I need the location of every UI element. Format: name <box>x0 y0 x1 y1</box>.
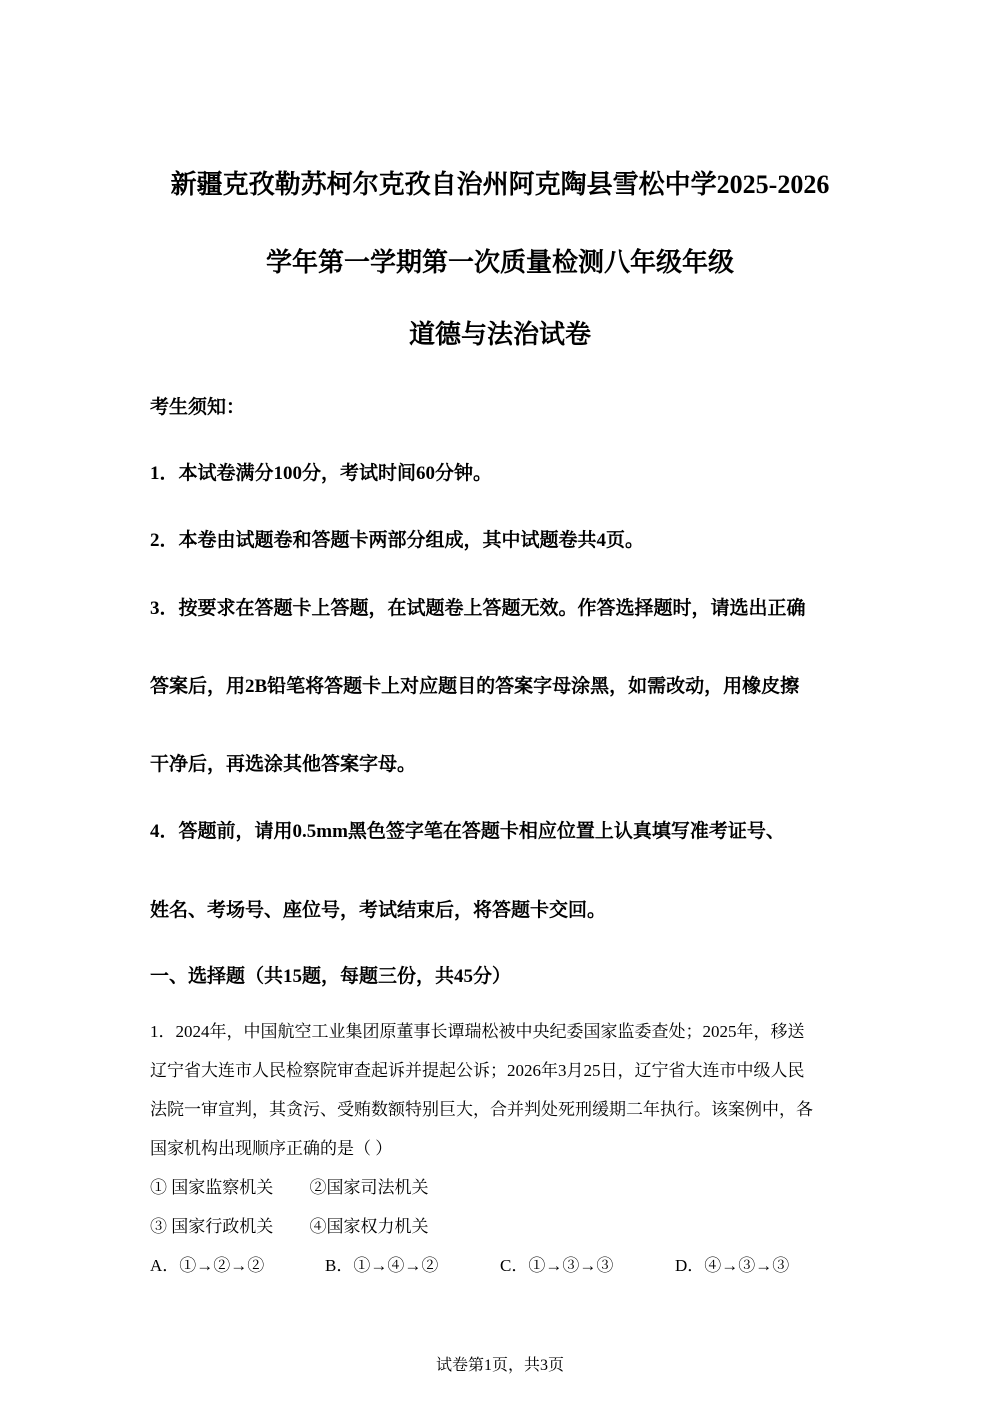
notice-item-3-line-2: 答案后，用2B铅笔将答题卡上对应题目的答案字母涂黑，如需改动，用橡皮擦 <box>150 676 800 697</box>
question-1-item-1: ① 国家监察机关 <box>150 1178 274 1197</box>
notice-item-4-line-2: 姓名、考场号、座位号，考试结束后，将答题卡交回。 <box>150 900 607 921</box>
question-1-line-4: 国家机构出现顺序正确的是（ ） <box>150 1139 393 1158</box>
question-1-items-row-1 <box>150 1176 429 1200</box>
question-1-line-1: 1．2024年，中国航空工业集团原董事长谭瑞松被中央纪委国家监委查处；2025年，移送 <box>150 1022 805 1041</box>
notice-item-2: 2．本卷由试题卷和答题卡两部分组成，其中试题卷共4页。 <box>150 530 645 551</box>
notice-item-3-line-1: 3．按要求在答题卡上答题，在试题卷上答题无效。作答选择题时，请选出正确 <box>150 598 806 619</box>
question-1-item-3: ③ 国家行政机关 <box>150 1217 274 1236</box>
answer-option-b: B．①→④→② <box>325 1256 439 1275</box>
exam-title-line-1: 新疆克孜勒苏柯尔克孜自治州阿克陶县雪松中学2025-2026 <box>170 170 830 199</box>
notice-item-3-line-3: 干净后，再选涂其他答案字母。 <box>150 754 417 775</box>
notice-item-4-line-1: 4．答题前，请用0.5mm黑色签字笔在答题卡相应位置上认真填写准考证号、 <box>150 821 785 842</box>
question-1-line-3: 法院一审宣判，其贪污、受贿数额特别巨大，合并判处死刑缓期二年执行。该案例中，各 <box>150 1100 813 1119</box>
section-heading-choice: 一、选择题（共15题，每题三份，共45分） <box>150 966 512 987</box>
question-1-item-4: ④国家权力机关 <box>309 1217 429 1236</box>
page-footer: 试卷第1页，共3页 <box>435 1357 564 1374</box>
question-1-line-2: 辽宁省大连市人民检察院审查起诉并提起公诉；2026年3月25日，辽宁省大连市中级人民 <box>150 1061 805 1080</box>
notice-heading: 考生须知： <box>150 397 246 418</box>
exam-title-line-3: 道德与法治试卷 <box>408 320 591 349</box>
question-1-item-2: ②国家司法机关 <box>309 1178 429 1197</box>
answer-option-d: D．④→③→③ <box>675 1256 790 1275</box>
notice-item-1: 1．本试卷满分100分，考试时间60分钟。 <box>150 463 493 484</box>
exam-title-line-2: 学年第一学期第一次质量检测八年级年级 <box>265 248 734 277</box>
question-1-items-row-2 <box>150 1215 429 1239</box>
answer-option-a: A．①→②→② <box>150 1256 265 1275</box>
answer-option-c: C．①→③→③ <box>500 1256 614 1275</box>
